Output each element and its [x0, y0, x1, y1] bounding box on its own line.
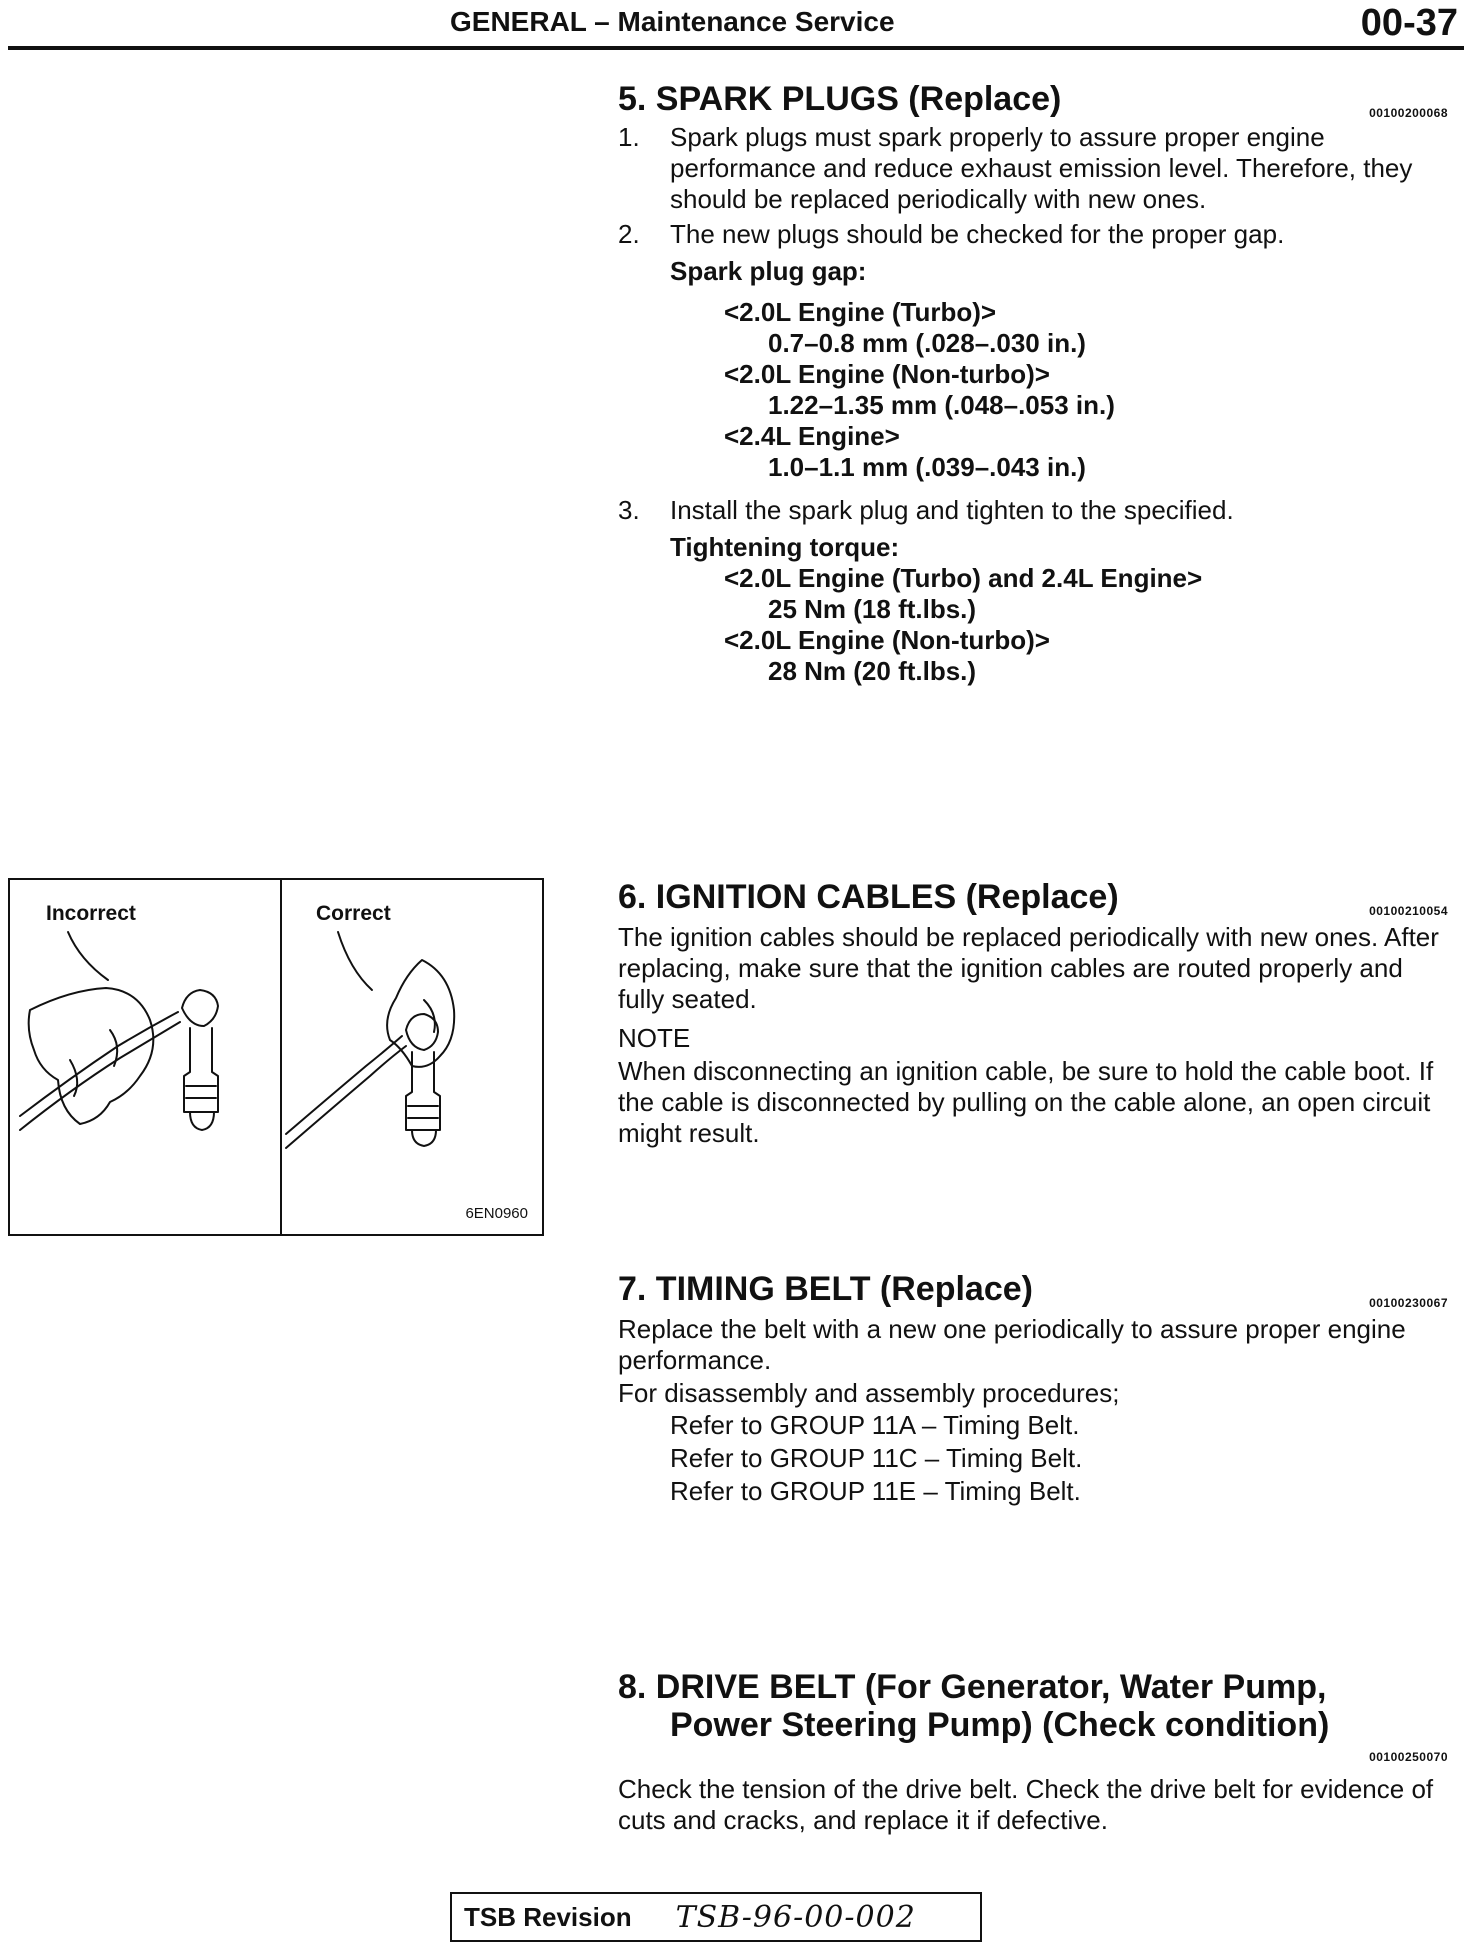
section-code: 00100250070: [1369, 1750, 1448, 1764]
section-title-line2: Power Steering Pump) (Check condition): [670, 1706, 1330, 1744]
correct-cable: [286, 1046, 406, 1148]
list-item: [618, 495, 1448, 526]
leader-line-incorrect: [68, 932, 108, 980]
spec-engine: <2.4L Engine>: [724, 421, 900, 451]
spec-engine: <2.0L Engine (Turbo) and 2.4L Engine>: [724, 563, 1203, 593]
procedure-intro: For disassembly and assembly procedures;: [618, 1378, 1120, 1408]
reference-item: Refer to GROUP 11A – Timing Belt.: [670, 1410, 1080, 1440]
item-number: 3.: [618, 495, 640, 525]
item-number: 1.: [618, 122, 640, 152]
section-drive-belt: [618, 1668, 1448, 1836]
page-number: 00-37: [1360, 2, 1458, 44]
section-title: [618, 80, 1448, 118]
section-body: Check the tension of the drive belt. Check the drive belt for evidence of cuts and cracks, and replace it if defective.: [618, 1774, 1434, 1835]
spec-engine: <2.0L Engine (Turbo)>: [724, 297, 997, 327]
header-rule: [8, 46, 1464, 50]
gap-spec-list: [618, 297, 1448, 483]
spark-plug-gap-label: Spark plug gap:: [670, 256, 867, 286]
section-code: 00100210054: [1369, 904, 1448, 918]
figure-label-incorrect: Incorrect: [46, 902, 136, 925]
reference-item: Refer to GROUP 11C – Timing Belt.: [670, 1443, 1083, 1473]
reference-item: Refer to GROUP 11E – Timing Belt.: [670, 1476, 1081, 1506]
section-title-text: 5. SPARK PLUGS (Replace): [618, 80, 1062, 118]
tightening-torque-label: Tightening torque:: [670, 532, 900, 562]
note-text: When disconnecting an ignition cable, be sure to hold the cable boot. If the cable is disconnected by pulling on the cable alone, an open circuit might result.: [618, 1056, 1434, 1148]
spec-engine: <2.0L Engine (Non-turbo)>: [724, 625, 1050, 655]
item-text: Spark plugs must spark properly to assure proper engine performance and reduce exhaust emission level. Therefore, they should be replaced periodically with new ones.: [670, 122, 1413, 214]
section-title: [618, 878, 1448, 916]
leader-line-correct: [338, 932, 372, 990]
section-body: The ignition cables should be replaced periodically with new ones. After replacing, make sure that the ignition cables are routed properly and fully seated.: [618, 922, 1439, 1014]
tsb-revision-value: TSB-96-00-002: [675, 1899, 916, 1935]
spec-value: 28 Nm (20 ft.lbs.): [768, 656, 977, 686]
figure-code: 6EN0960: [465, 1205, 528, 1222]
ignition-cable-illustration: [10, 880, 542, 1234]
tsb-revision-box: [450, 1892, 982, 1942]
item-number: 2.: [618, 219, 640, 249]
tsb-revision-label: TSB Revision: [464, 1901, 632, 1932]
section-spark-plugs: [618, 80, 1448, 687]
spec-value: 25 Nm (18 ft.lbs.): [768, 594, 977, 624]
spec-value: 1.0–1.1 mm (.039–.043 in.): [768, 452, 1086, 482]
page-header-title: GENERAL – Maintenance Service: [450, 6, 895, 37]
incorrect-boot: [182, 990, 218, 1026]
list-item: [618, 219, 1448, 250]
section-title-line1: 8. DRIVE BELT (For Generator, Water Pump,: [618, 1668, 1327, 1706]
section-ignition-cables: [618, 878, 1448, 1149]
section-title: [618, 1668, 1448, 1744]
figure-label-correct: Correct: [316, 902, 391, 925]
torque-spec-list: [618, 563, 1448, 687]
section-code: 00100230067: [1369, 1296, 1448, 1310]
section-timing-belt: [618, 1270, 1448, 1508]
section-title-text: 6. IGNITION CABLES (Replace): [618, 878, 1119, 916]
section-title: [618, 1270, 1448, 1308]
list-item: [618, 122, 1448, 215]
item-text: Install the spark plug and tighten to the specified.: [670, 495, 1234, 525]
incorrect-hand: [29, 988, 154, 1124]
note-label: NOTE: [618, 1023, 691, 1053]
ignition-cable-figure: [8, 878, 544, 1236]
section-code: 00100200068: [1369, 106, 1448, 120]
spec-value: 1.22–1.35 mm (.048–.053 in.): [768, 390, 1115, 420]
item-text: The new plugs should be checked for the proper gap.: [670, 219, 1285, 249]
section-title-text: 7. TIMING BELT (Replace): [618, 1270, 1033, 1308]
incorrect-plug: [184, 1028, 218, 1112]
spec-engine: <2.0L Engine (Non-turbo)>: [724, 359, 1050, 389]
section-body: Replace the belt with a new one periodically to assure proper engine performance.: [618, 1314, 1406, 1375]
spec-value: 0.7–0.8 mm (.028–.030 in.): [768, 328, 1086, 358]
